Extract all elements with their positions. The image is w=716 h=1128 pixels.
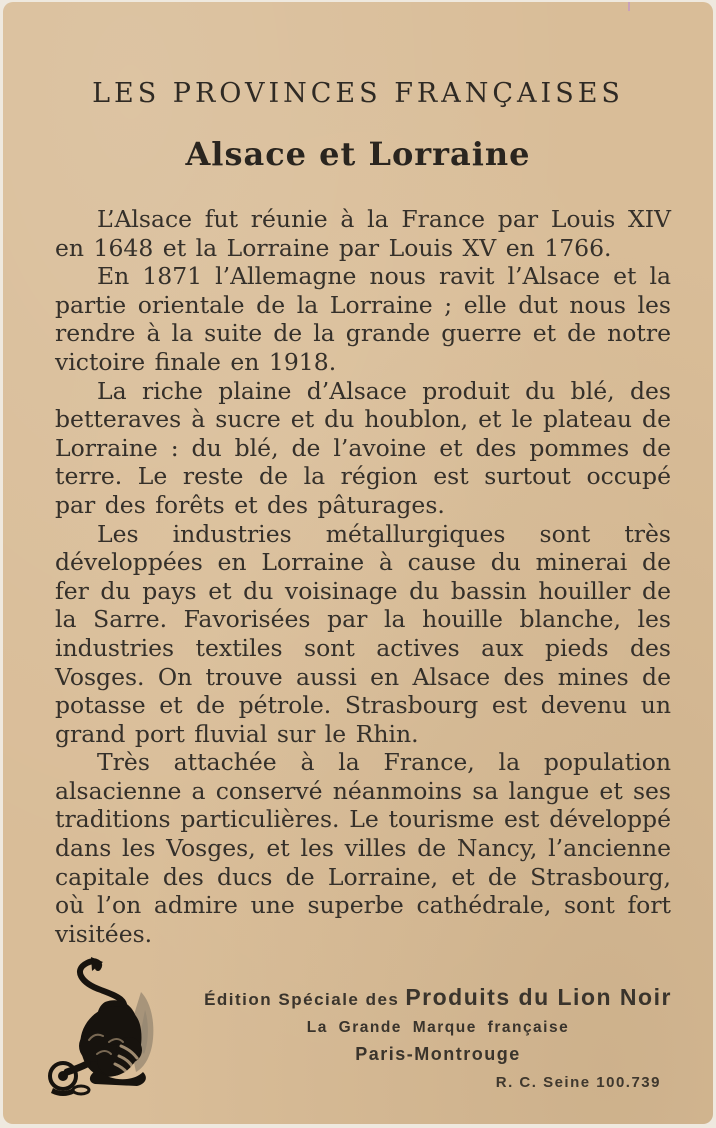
trade-registration: R. C. Seine 100.739 [495,1074,661,1091]
footer-imprint [197,950,713,1091]
paragraph-3: La riche plaine d’Alsace produit du blé, des betteraves à sucre et du houblon, et le plateau de Lorraine : du blé, de l’avoine et des pommes de terre. Le reste de la région est surtout occupé par des forêts et des pâturages. [55,376,671,519]
paragraph-5: Très attachée à la France, la population alsacienne a conservé néanmoins sa langue et ses traditions particulières. Le tourisme est développé dans les Vosges, et les villes de Nancy, l’ancienne capitale des ducs de Lorraine, et de Strasbourg, où l’on admire une superbe cathédrale, sont fort visitées. [55,748,671,948]
postcard [3,2,713,1124]
brand-name: Produits du Lion Noir [405,984,672,1010]
header [3,2,713,173]
edition-line [197,984,679,1011]
scan-artifact-line [628,2,630,11]
paragraph-2: En 1871 l’Allemagne nous ravit l’Alsace et la partie orientale de la Lorraine ; elle dut nous les rendre à la suite de la grande guerre et de notre victoire finale en 1918. [55,262,671,376]
footer [3,950,713,1110]
brand-tagline: La Grande Marque française [306,1019,570,1036]
page-title: Alsace et Lorraine [185,135,531,173]
paragraph-4: Les industries métallurgiques sont très développées en Lorraine à cause du minerai de fer du pays et du voisinage du bassin houiller de la Sarre. Favorisées par la houille blanche, les industries textiles sont actives aux pieds des Vosges. On trouve aussi en Alsace des mines de potasse et de pétrole. Strasbourg est devenu un grand port fluvial sur le Rhin. [55,519,671,748]
lion-noir-mascot-icon [37,950,197,1105]
brand-city: Paris-Montrouge [355,1044,521,1064]
edition-prefix: Édition Spéciale des [204,990,400,1009]
paragraph-1: L’Alsace fut réunie à la France par Louis XIV en 1648 et la Lorraine par Louis XV en 1766. [55,205,671,262]
series-title: LES PROVINCES FRANÇAISES [92,78,624,109]
body-text [3,205,713,948]
